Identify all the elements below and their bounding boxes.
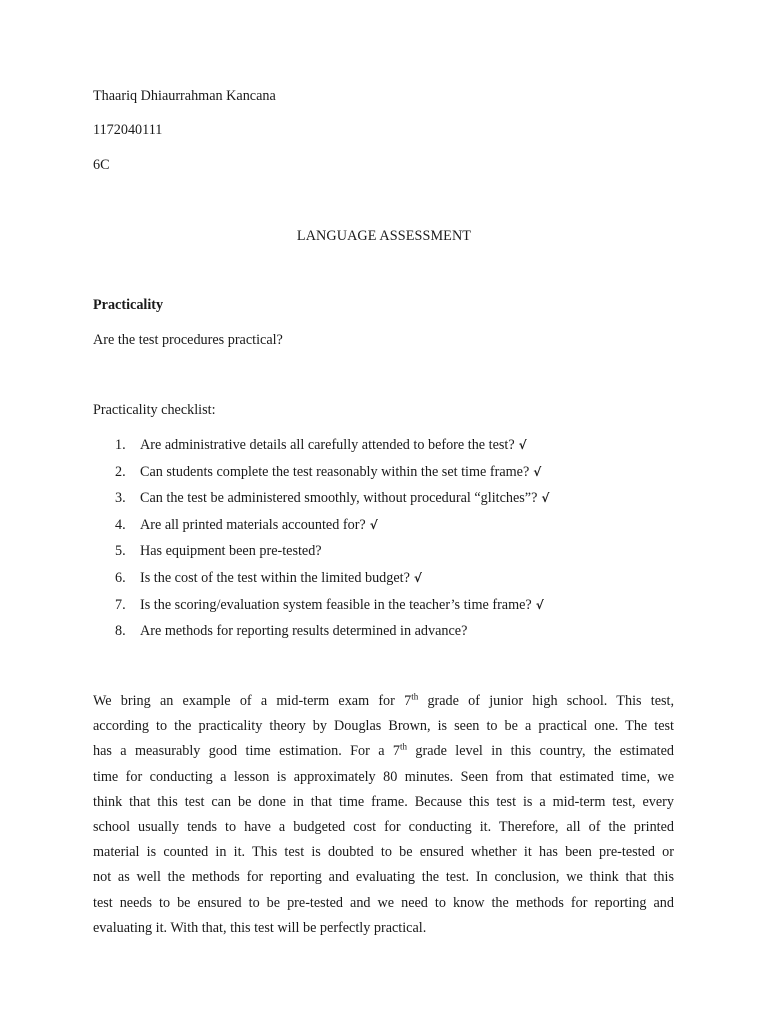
item-number: 2. bbox=[115, 463, 126, 480]
item-number: 6. bbox=[115, 569, 126, 586]
item-number: 5. bbox=[115, 543, 126, 560]
text-run: grade level in this country, the estimated bbox=[407, 743, 674, 760]
paragraph-line: think that this test can be done in that time frame. Because this test is a mid-term test, every bbox=[93, 793, 674, 810]
paragraph-line bbox=[93, 689, 674, 714]
author-name: Thaariq Dhiaurrahman Kancana bbox=[93, 88, 276, 104]
item-number: 8. bbox=[115, 623, 126, 640]
class-code: 6C bbox=[93, 157, 110, 173]
superscript: th bbox=[411, 691, 419, 702]
item-text: Can students complete the test reasonably within the set time frame? bbox=[140, 463, 530, 480]
section-heading: Practicality bbox=[93, 297, 164, 313]
check-mark-icon: √ bbox=[413, 570, 422, 585]
paragraph-line bbox=[93, 739, 674, 764]
superscript: th bbox=[400, 741, 408, 752]
item-text: Are methods for reporting results determined in advance? bbox=[140, 623, 468, 640]
item-text: Is the cost of the test within the limited budget? bbox=[140, 569, 410, 586]
check-mark-icon: √ bbox=[535, 597, 544, 612]
text-run: has a measurably good time estimation. For a 7 bbox=[93, 743, 401, 760]
section-question: Are the test procedures practical? bbox=[93, 332, 283, 348]
paragraph-line: evaluating it. With that, this test will be perfectly practical. bbox=[93, 919, 427, 936]
item-text: Are all printed materials accounted for? bbox=[140, 516, 366, 533]
item-text: Has equipment been pre-tested? bbox=[140, 543, 322, 560]
document-title: LANGUAGE ASSESSMENT bbox=[296, 228, 472, 244]
check-mark-icon: √ bbox=[518, 438, 527, 452]
check-mark-icon: √ bbox=[541, 491, 550, 506]
paragraph-line: according to the practicality theory by Douglas Brown, is seen to be a practical one. The test bbox=[93, 718, 674, 735]
item-number: 3. bbox=[115, 490, 126, 507]
item-text: Are administrative details all carefully attended to before the test? bbox=[140, 437, 515, 453]
text-run: grade of junior high school. This test, bbox=[418, 693, 674, 709]
student-id: 1172040111 bbox=[93, 122, 163, 138]
check-mark-icon: √ bbox=[533, 464, 542, 479]
checklist-label: Practicality checklist: bbox=[93, 402, 216, 418]
check-mark-icon: √ bbox=[369, 517, 378, 532]
paragraph-line: material is counted in it. This test is doubted to be ensured whether it has been pre-tested or bbox=[93, 844, 674, 861]
item-number: 4. bbox=[115, 516, 126, 533]
paragraph-line: time for conducting a lesson is approximately 80 minutes. Seen from that estimated time, we bbox=[93, 768, 674, 785]
item-number: 1. bbox=[115, 437, 126, 453]
item-text: Can the test be administered smoothly, without procedural “glitches”? bbox=[140, 490, 538, 507]
paragraph-line: school usually tends to have a budgeted cost for conducting it. Therefore, all of the printed bbox=[93, 818, 674, 835]
item-text: Is the scoring/evaluation system feasible in the teacher’s time frame? bbox=[140, 596, 532, 613]
text-run: We bring an example of a mid-term exam for 7 bbox=[93, 693, 412, 709]
paragraph-line: test needs to be ensured to be pre-tested and we need to know the methods for reporting and bbox=[93, 894, 674, 911]
paragraph-line: not as well the methods for reporting and evaluating the test. In conclusion, we think that this bbox=[93, 869, 674, 886]
body-paragraph bbox=[93, 689, 674, 941]
item-number: 7. bbox=[115, 596, 126, 613]
